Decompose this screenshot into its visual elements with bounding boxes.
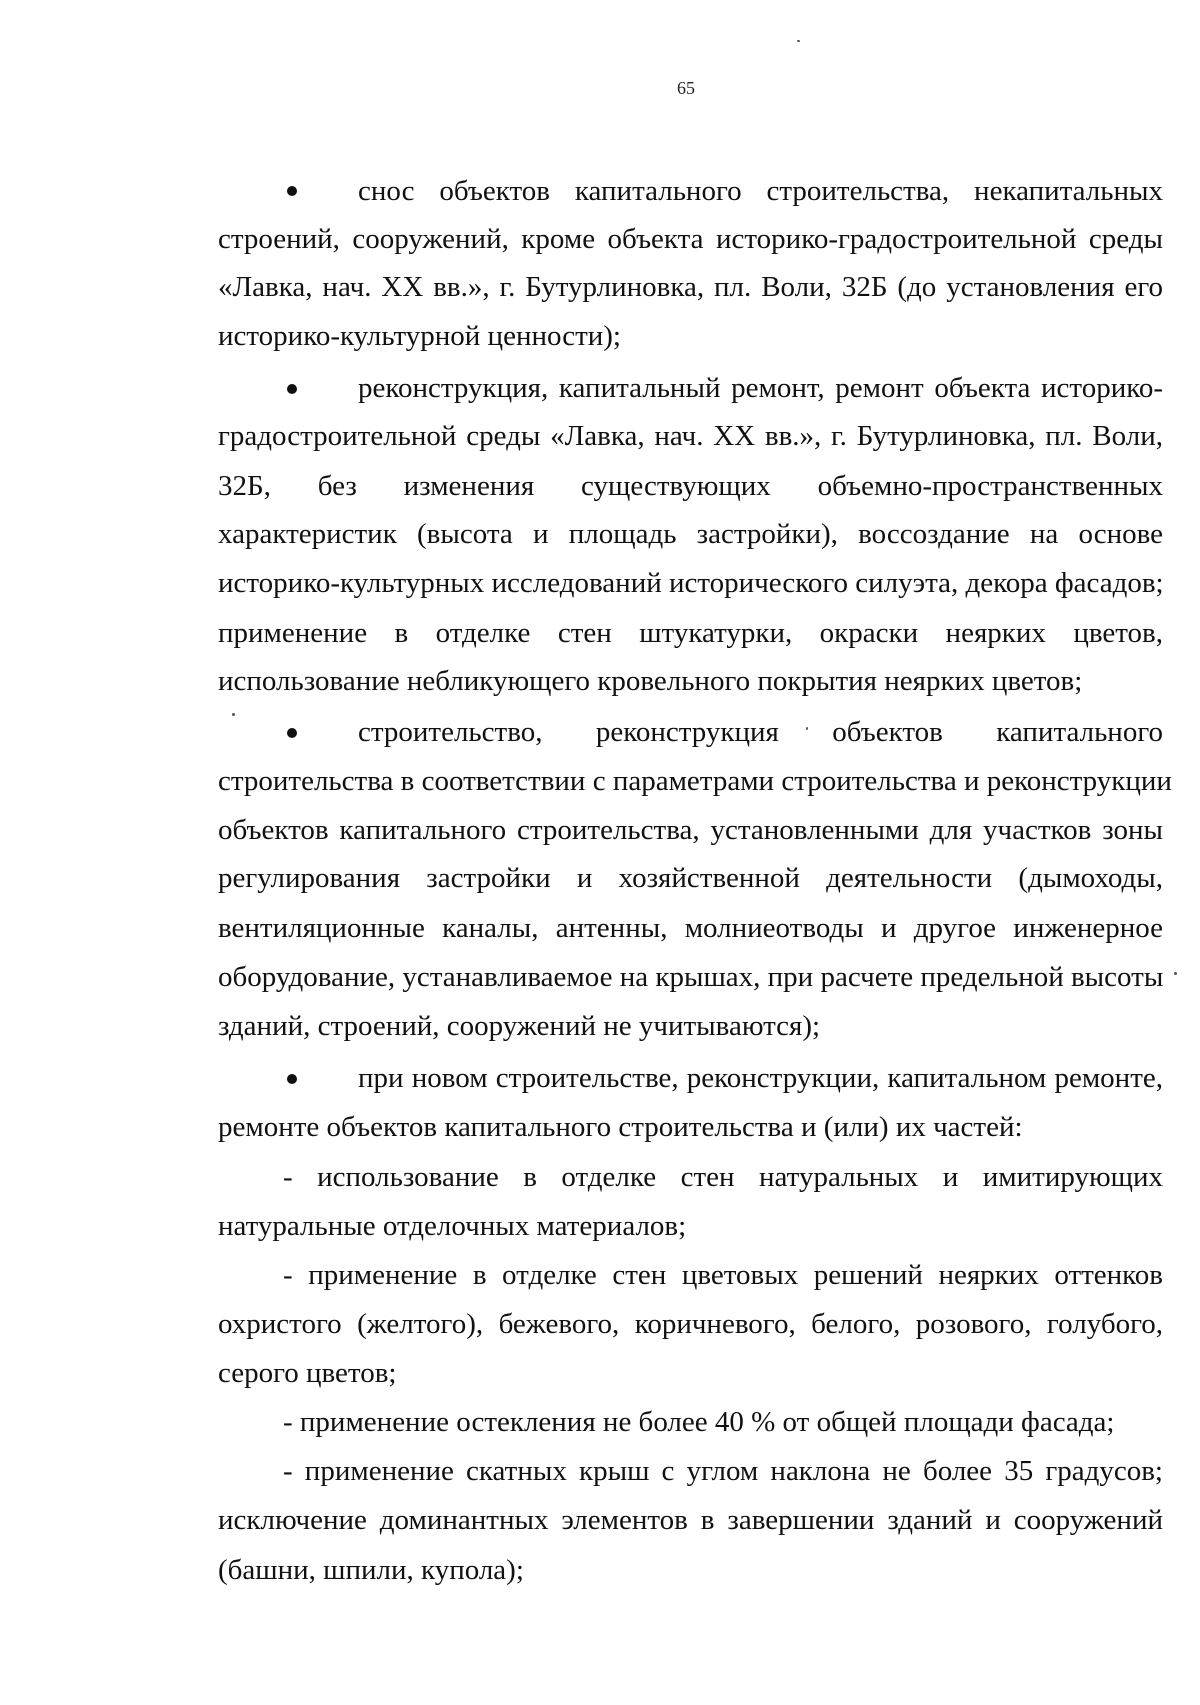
paragraph-line: исключение доминантных элементов в завершении зданий и сооружений [218,1504,1163,1536]
paragraph-line: историко-культурной ценности); [218,320,621,352]
paragraph-line: зданий, строений, сооружений не учитываются); [218,1010,821,1042]
paragraph-line: оборудование, устанавливаемое на крышах, при расчете предельной высоты [218,961,1164,993]
paragraph-line: - использование в отделке стен натуральных и имитирующих [283,1161,1163,1193]
bullet-marker [287,728,297,738]
paragraph-line: (башни, шпили, купола); [218,1554,524,1586]
paragraph-line: «Лавка, нач. XX вв.», г. Бутурлиновка, пл. Воли, 32Б (до установления его [218,271,1163,303]
bullet-marker [287,186,297,196]
paragraph-line: вентиляционные каналы, антенны, молниеотводы и другое инженерное [218,912,1163,944]
paragraph-line: регулирования застройки и хозяйственной деятельности (дымоходы, [218,862,1163,894]
paragraph-line: - применение остекления не более 40 % от общей площади фасада; [283,1406,1115,1438]
paragraph-line: - применение скатных крыш с углом наклона не более 35 градусов; [283,1455,1163,1487]
paragraph-line: ремонте объектов капитального строительства и (или) их частей: [218,1111,1023,1143]
scan-speck [797,40,800,42]
paragraph-line: строительство, реконструкция объектов капитального [358,716,1163,748]
paragraph-line: натуральные отделочных материалов; [218,1210,687,1242]
paragraph-line: объектов капитального строительства, установленными для участков зоны [218,814,1163,846]
bullet-marker [287,1074,297,1084]
bullet-marker [287,384,297,394]
paragraph-line: снос объектов капитального строительства, некапитальных [358,175,1163,207]
paragraph-line: использование небликующего кровельного покрытия неярких цветов; [218,665,1083,697]
page-number: 65 [677,78,695,98]
scan-speck [232,713,235,716]
paragraph-line: реконструкция, капитальный ремонт, ремонт объекта историко- [358,372,1163,404]
paragraph-line: применение в отделке стен штукатурки, окраски неярких цветов, [218,617,1163,649]
paragraph-line: историко-культурных исследований исторического силуэта, декора фасадов; [218,567,1164,599]
paragraph-line: при новом строительстве, реконструкции, капитальном ремонте, [358,1062,1163,1094]
paragraph-line: градостроительной среды «Лавка, нач. XX вв.», г. Бутурлиновка, пл. Воли, [218,420,1163,452]
paragraph-line: строений, сооружений, кроме объекта историко-градостроительной среды [218,223,1163,255]
paragraph-line: 32Б, без изменения существующих объемно-пространственных [218,470,1163,502]
scan-speck [1174,972,1177,975]
paragraph-line: охристого (желтого), бежевого, коричневого, белого, розового, голубого, [218,1308,1163,1340]
paragraph-line: серого цветов; [218,1357,397,1389]
paragraph-line: строительства в соответствии с параметрами строительства и реконструкции [218,765,1172,797]
paragraph-line: характеристик (высота и площадь застройки), воссоздание на основе [218,518,1163,550]
paragraph-line: - применение в отделке стен цветовых решений неярких оттенков [283,1259,1163,1291]
